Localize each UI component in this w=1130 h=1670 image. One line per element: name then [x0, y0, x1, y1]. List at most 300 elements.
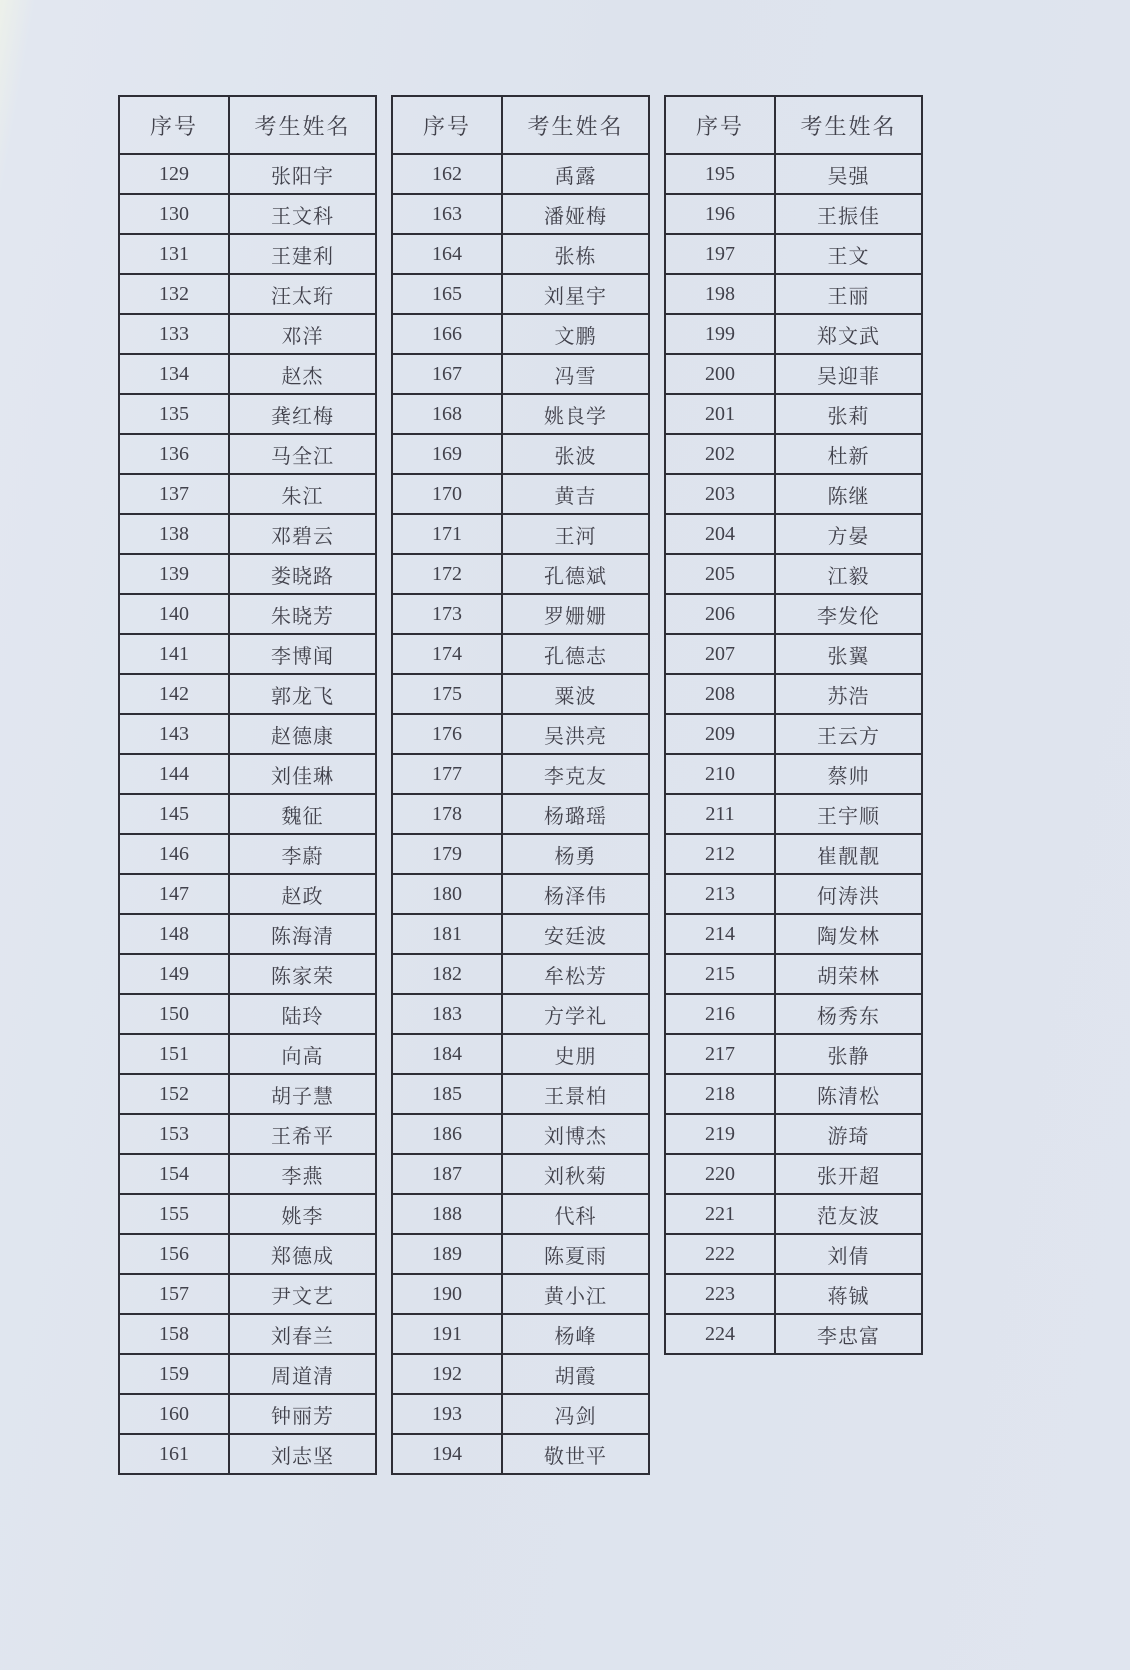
serial-number-cell: 170	[392, 474, 502, 514]
table-row	[392, 594, 649, 634]
table-row	[665, 154, 922, 194]
candidate-name-cell: 崔靓靓	[775, 834, 922, 874]
table-row	[392, 1434, 649, 1474]
serial-number-cell: 208	[665, 674, 775, 714]
serial-number-cell: 213	[665, 874, 775, 914]
table-row	[392, 914, 649, 954]
candidate-name-cell: 敬世平	[502, 1434, 649, 1474]
candidate-name-cell: 刘志坚	[229, 1434, 376, 1474]
serial-number-cell: 197	[665, 234, 775, 274]
candidate-name-cell: 马全江	[229, 434, 376, 474]
serial-number-cell: 154	[119, 1154, 229, 1194]
candidate-name-cell: 范友波	[775, 1194, 922, 1234]
serial-number-cell: 221	[665, 1194, 775, 1234]
table-row	[119, 394, 376, 434]
candidate-name-cell: 黄小江	[502, 1274, 649, 1314]
serial-number-cell: 184	[392, 1034, 502, 1074]
serial-number-cell: 206	[665, 594, 775, 634]
table-row	[665, 834, 922, 874]
candidate-name-cell: 文鹏	[502, 314, 649, 354]
table-row	[392, 1314, 649, 1354]
table-row	[665, 714, 922, 754]
table-row	[119, 194, 376, 234]
candidate-name-cell: 孔德斌	[502, 554, 649, 594]
serial-number-cell: 224	[665, 1314, 775, 1354]
candidate-name-cell: 杨璐瑶	[502, 794, 649, 834]
serial-number-cell: 160	[119, 1394, 229, 1434]
candidate-name-cell: 王希平	[229, 1114, 376, 1154]
table-row	[119, 274, 376, 314]
serial-number-cell: 141	[119, 634, 229, 674]
table-row	[392, 874, 649, 914]
table-row	[392, 1194, 649, 1234]
candidate-name-cell: 胡霞	[502, 1354, 649, 1394]
table-row	[392, 1034, 649, 1074]
candidate-name-cell: 杨泽伟	[502, 874, 649, 914]
candidate-name-cell: 安廷波	[502, 914, 649, 954]
candidate-name-cell: 陈清松	[775, 1074, 922, 1114]
table-row	[665, 1274, 922, 1314]
serial-number-cell: 151	[119, 1034, 229, 1074]
serial-number-cell: 159	[119, 1354, 229, 1394]
candidate-name-cell: 邓碧云	[229, 514, 376, 554]
serial-number-cell: 152	[119, 1074, 229, 1114]
serial-number-cell: 172	[392, 554, 502, 594]
candidate-name-cell: 胡子慧	[229, 1074, 376, 1114]
table-row	[119, 754, 376, 794]
serial-number-cell: 192	[392, 1354, 502, 1394]
candidate-name-cell: 吴强	[775, 154, 922, 194]
candidate-name-cell: 陈家荣	[229, 954, 376, 994]
candidate-name-cell: 王河	[502, 514, 649, 554]
header-row	[119, 96, 376, 154]
table-row	[665, 754, 922, 794]
table-row	[665, 1234, 922, 1274]
candidate-name-cell: 刘春兰	[229, 1314, 376, 1354]
serial-number-cell: 147	[119, 874, 229, 914]
serial-number-cell: 177	[392, 754, 502, 794]
candidate-name-cell: 罗姗姗	[502, 594, 649, 634]
candidate-tables-container	[118, 95, 923, 1475]
candidate-name-cell: 姚李	[229, 1194, 376, 1234]
serial-number-cell: 179	[392, 834, 502, 874]
candidate-name-cell: 王宇顺	[775, 794, 922, 834]
table-row	[119, 1394, 376, 1434]
serial-number-cell: 140	[119, 594, 229, 634]
table-row	[665, 914, 922, 954]
candidate-name-cell: 王振佳	[775, 194, 922, 234]
candidate-name-cell: 刘佳琳	[229, 754, 376, 794]
candidate-name-cell: 吴迎菲	[775, 354, 922, 394]
column-header-serial: 序号	[119, 96, 229, 154]
table-row	[665, 474, 922, 514]
serial-number-cell: 203	[665, 474, 775, 514]
candidate-name-cell: 王文	[775, 234, 922, 274]
candidate-name-cell: 潘娅梅	[502, 194, 649, 234]
table-row	[119, 474, 376, 514]
table-row	[665, 874, 922, 914]
serial-number-cell: 218	[665, 1074, 775, 1114]
table-row	[665, 314, 922, 354]
serial-number-cell: 132	[119, 274, 229, 314]
table-row	[665, 634, 922, 674]
serial-number-cell: 167	[392, 354, 502, 394]
table-row	[392, 1274, 649, 1314]
table-row	[392, 354, 649, 394]
table-row	[392, 1234, 649, 1274]
candidate-name-cell: 蔡帅	[775, 754, 922, 794]
candidate-name-cell: 王建利	[229, 234, 376, 274]
serial-number-cell: 163	[392, 194, 502, 234]
serial-number-cell: 150	[119, 994, 229, 1034]
table-row	[119, 154, 376, 194]
candidate-name-cell: 张莉	[775, 394, 922, 434]
candidate-name-cell: 蒋铖	[775, 1274, 922, 1314]
table-row	[665, 354, 922, 394]
candidate-name-cell: 何涛洪	[775, 874, 922, 914]
table-row	[392, 834, 649, 874]
table-row	[392, 754, 649, 794]
table-row	[119, 834, 376, 874]
candidate-name-cell: 王云方	[775, 714, 922, 754]
candidate-name-cell: 史朋	[502, 1034, 649, 1074]
serial-number-cell: 223	[665, 1274, 775, 1314]
table-row	[665, 194, 922, 234]
candidate-name-cell: 朱晓芳	[229, 594, 376, 634]
table-row	[392, 1354, 649, 1394]
serial-number-cell: 200	[665, 354, 775, 394]
column-header-candidate-name: 考生姓名	[502, 96, 649, 154]
table-row	[392, 1074, 649, 1114]
table-row	[665, 954, 922, 994]
table-row	[392, 994, 649, 1034]
serial-number-cell: 209	[665, 714, 775, 754]
table-row	[119, 1074, 376, 1114]
serial-number-cell: 205	[665, 554, 775, 594]
serial-number-cell: 216	[665, 994, 775, 1034]
table-body	[665, 154, 922, 1354]
candidate-name-cell: 张阳宇	[229, 154, 376, 194]
candidate-name-cell: 邓洋	[229, 314, 376, 354]
table-row	[392, 194, 649, 234]
candidate-name-cell: 刘星宇	[502, 274, 649, 314]
column-header-serial: 序号	[392, 96, 502, 154]
table-row	[119, 1434, 376, 1474]
table-row	[392, 794, 649, 834]
serial-number-cell: 165	[392, 274, 502, 314]
candidate-name-cell: 李蔚	[229, 834, 376, 874]
candidate-name-cell: 粟波	[502, 674, 649, 714]
table-row	[119, 314, 376, 354]
serial-number-cell: 175	[392, 674, 502, 714]
table-row	[119, 914, 376, 954]
serial-number-cell: 129	[119, 154, 229, 194]
serial-number-cell: 214	[665, 914, 775, 954]
candidate-roster-table-3	[664, 95, 923, 1355]
serial-number-cell: 191	[392, 1314, 502, 1354]
serial-number-cell: 222	[665, 1234, 775, 1274]
serial-number-cell: 210	[665, 754, 775, 794]
table-row	[392, 1154, 649, 1194]
candidate-name-cell: 杨勇	[502, 834, 649, 874]
candidate-roster-table-2	[391, 95, 650, 1475]
serial-number-cell: 145	[119, 794, 229, 834]
serial-number-cell: 178	[392, 794, 502, 834]
table-row	[392, 394, 649, 434]
candidate-name-cell: 魏征	[229, 794, 376, 834]
candidate-name-cell: 张翼	[775, 634, 922, 674]
table-row	[119, 1354, 376, 1394]
table-row	[119, 554, 376, 594]
candidate-name-cell: 赵德康	[229, 714, 376, 754]
serial-number-cell: 194	[392, 1434, 502, 1474]
header-row	[392, 96, 649, 154]
serial-number-cell: 215	[665, 954, 775, 994]
table-row	[119, 1234, 376, 1274]
table-row	[119, 354, 376, 394]
table-row	[119, 1114, 376, 1154]
serial-number-cell: 190	[392, 1274, 502, 1314]
serial-number-cell: 198	[665, 274, 775, 314]
serial-number-cell: 158	[119, 1314, 229, 1354]
serial-number-cell: 220	[665, 1154, 775, 1194]
table-row	[665, 1114, 922, 1154]
serial-number-cell: 155	[119, 1194, 229, 1234]
table-row	[665, 554, 922, 594]
table-row	[119, 874, 376, 914]
serial-number-cell: 181	[392, 914, 502, 954]
serial-number-cell: 183	[392, 994, 502, 1034]
candidate-name-cell: 钟丽芳	[229, 1394, 376, 1434]
table-row	[392, 1114, 649, 1154]
table-row	[392, 154, 649, 194]
table-row	[119, 234, 376, 274]
table-row	[119, 714, 376, 754]
table-row	[665, 1314, 922, 1354]
candidate-name-cell: 郭龙飞	[229, 674, 376, 714]
candidate-name-cell: 吴洪亮	[502, 714, 649, 754]
serial-number-cell: 146	[119, 834, 229, 874]
column-header-candidate-name: 考生姓名	[229, 96, 376, 154]
serial-number-cell: 207	[665, 634, 775, 674]
serial-number-cell: 133	[119, 314, 229, 354]
header-row	[665, 96, 922, 154]
candidate-name-cell: 陶发林	[775, 914, 922, 954]
serial-number-cell: 188	[392, 1194, 502, 1234]
serial-number-cell: 166	[392, 314, 502, 354]
serial-number-cell: 169	[392, 434, 502, 474]
table-row	[119, 1194, 376, 1234]
serial-number-cell: 195	[665, 154, 775, 194]
candidate-name-cell: 娄晓路	[229, 554, 376, 594]
candidate-name-cell: 周道清	[229, 1354, 376, 1394]
candidate-name-cell: 郑文武	[775, 314, 922, 354]
candidate-name-cell: 陈海清	[229, 914, 376, 954]
candidate-name-cell: 黄吉	[502, 474, 649, 514]
serial-number-cell: 162	[392, 154, 502, 194]
candidate-name-cell: 陈继	[775, 474, 922, 514]
candidate-name-cell: 赵政	[229, 874, 376, 914]
serial-number-cell: 134	[119, 354, 229, 394]
serial-number-cell: 164	[392, 234, 502, 274]
table-row	[665, 1034, 922, 1074]
table-row	[119, 1274, 376, 1314]
serial-number-cell: 189	[392, 1234, 502, 1274]
table-row	[665, 794, 922, 834]
serial-number-cell: 136	[119, 434, 229, 474]
table-row	[392, 674, 649, 714]
serial-number-cell: 138	[119, 514, 229, 554]
serial-number-cell: 161	[119, 1434, 229, 1474]
candidate-name-cell: 方学礼	[502, 994, 649, 1034]
candidate-name-cell: 王景柏	[502, 1074, 649, 1114]
serial-number-cell: 185	[392, 1074, 502, 1114]
serial-number-cell: 219	[665, 1114, 775, 1154]
serial-number-cell: 173	[392, 594, 502, 634]
table-row	[392, 274, 649, 314]
candidate-name-cell: 胡荣林	[775, 954, 922, 994]
serial-number-cell: 217	[665, 1034, 775, 1074]
table-row	[392, 954, 649, 994]
table-row	[392, 1394, 649, 1434]
table-row	[392, 714, 649, 754]
serial-number-cell: 157	[119, 1274, 229, 1314]
serial-number-cell: 130	[119, 194, 229, 234]
table-row	[665, 514, 922, 554]
candidate-name-cell: 李发伦	[775, 594, 922, 634]
table-row	[665, 274, 922, 314]
serial-number-cell: 143	[119, 714, 229, 754]
candidate-name-cell: 陈夏雨	[502, 1234, 649, 1274]
serial-number-cell: 131	[119, 234, 229, 274]
candidate-name-cell: 冯雪	[502, 354, 649, 394]
column-header-candidate-name: 考生姓名	[775, 96, 922, 154]
candidate-name-cell: 张静	[775, 1034, 922, 1074]
serial-number-cell: 156	[119, 1234, 229, 1274]
serial-number-cell: 153	[119, 1114, 229, 1154]
candidate-name-cell: 陆玲	[229, 994, 376, 1034]
table-row	[392, 234, 649, 274]
table-row	[665, 994, 922, 1034]
candidate-name-cell: 江毅	[775, 554, 922, 594]
table-row	[119, 1314, 376, 1354]
table-row	[119, 1154, 376, 1194]
table-row	[665, 594, 922, 634]
candidate-name-cell: 姚良学	[502, 394, 649, 434]
candidate-name-cell: 代科	[502, 1194, 649, 1234]
candidate-name-cell: 李忠富	[775, 1314, 922, 1354]
table-row	[119, 994, 376, 1034]
table-row	[665, 394, 922, 434]
table-row	[665, 1074, 922, 1114]
table-row	[119, 514, 376, 554]
table-row	[119, 954, 376, 994]
candidate-name-cell: 刘秋菊	[502, 1154, 649, 1194]
candidate-name-cell: 苏浩	[775, 674, 922, 714]
serial-number-cell: 204	[665, 514, 775, 554]
candidate-name-cell: 郑德成	[229, 1234, 376, 1274]
serial-number-cell: 180	[392, 874, 502, 914]
serial-number-cell: 193	[392, 1394, 502, 1434]
serial-number-cell: 137	[119, 474, 229, 514]
candidate-name-cell: 张开超	[775, 1154, 922, 1194]
candidate-name-cell: 李博闻	[229, 634, 376, 674]
candidate-name-cell: 禹露	[502, 154, 649, 194]
serial-number-cell: 187	[392, 1154, 502, 1194]
table-row	[392, 634, 649, 674]
candidate-name-cell: 尹文艺	[229, 1274, 376, 1314]
table-row	[392, 314, 649, 354]
serial-number-cell: 135	[119, 394, 229, 434]
table-row	[392, 474, 649, 514]
serial-number-cell: 182	[392, 954, 502, 994]
serial-number-cell: 186	[392, 1114, 502, 1154]
candidate-roster-table-1	[118, 95, 377, 1475]
candidate-name-cell: 王丽	[775, 274, 922, 314]
candidate-name-cell: 孔德志	[502, 634, 649, 674]
candidate-name-cell: 朱江	[229, 474, 376, 514]
serial-number-cell: 148	[119, 914, 229, 954]
candidate-name-cell: 刘博杰	[502, 1114, 649, 1154]
candidate-name-cell: 张栋	[502, 234, 649, 274]
serial-number-cell: 199	[665, 314, 775, 354]
table-row	[119, 434, 376, 474]
serial-number-cell: 149	[119, 954, 229, 994]
table-row	[665, 234, 922, 274]
table-row	[119, 594, 376, 634]
serial-number-cell: 202	[665, 434, 775, 474]
candidate-name-cell: 杨峰	[502, 1314, 649, 1354]
table-row	[119, 1034, 376, 1074]
table-row	[119, 794, 376, 834]
candidate-name-cell: 向高	[229, 1034, 376, 1074]
table-body	[119, 154, 376, 1474]
candidate-name-cell: 李燕	[229, 1154, 376, 1194]
serial-number-cell: 168	[392, 394, 502, 434]
serial-number-cell: 201	[665, 394, 775, 434]
table-row	[119, 634, 376, 674]
serial-number-cell: 144	[119, 754, 229, 794]
serial-number-cell: 212	[665, 834, 775, 874]
serial-number-cell: 142	[119, 674, 229, 714]
serial-number-cell: 211	[665, 794, 775, 834]
candidate-name-cell: 张波	[502, 434, 649, 474]
candidate-name-cell: 方晏	[775, 514, 922, 554]
candidate-name-cell: 赵杰	[229, 354, 376, 394]
serial-number-cell: 174	[392, 634, 502, 674]
table-row	[119, 674, 376, 714]
serial-number-cell: 139	[119, 554, 229, 594]
candidate-name-cell: 刘倩	[775, 1234, 922, 1274]
candidate-name-cell: 游琦	[775, 1114, 922, 1154]
candidate-name-cell: 龚红梅	[229, 394, 376, 434]
candidate-name-cell: 冯剑	[502, 1394, 649, 1434]
table-row	[392, 514, 649, 554]
table-row	[665, 434, 922, 474]
table-body	[392, 154, 649, 1474]
candidate-name-cell: 李克友	[502, 754, 649, 794]
candidate-name-cell: 汪太珩	[229, 274, 376, 314]
candidate-name-cell: 杨秀东	[775, 994, 922, 1034]
table-row	[665, 1154, 922, 1194]
table-row	[392, 554, 649, 594]
candidate-name-cell: 牟松芳	[502, 954, 649, 994]
candidate-name-cell: 王文科	[229, 194, 376, 234]
table-row	[392, 434, 649, 474]
serial-number-cell: 196	[665, 194, 775, 234]
column-header-serial: 序号	[665, 96, 775, 154]
serial-number-cell: 176	[392, 714, 502, 754]
